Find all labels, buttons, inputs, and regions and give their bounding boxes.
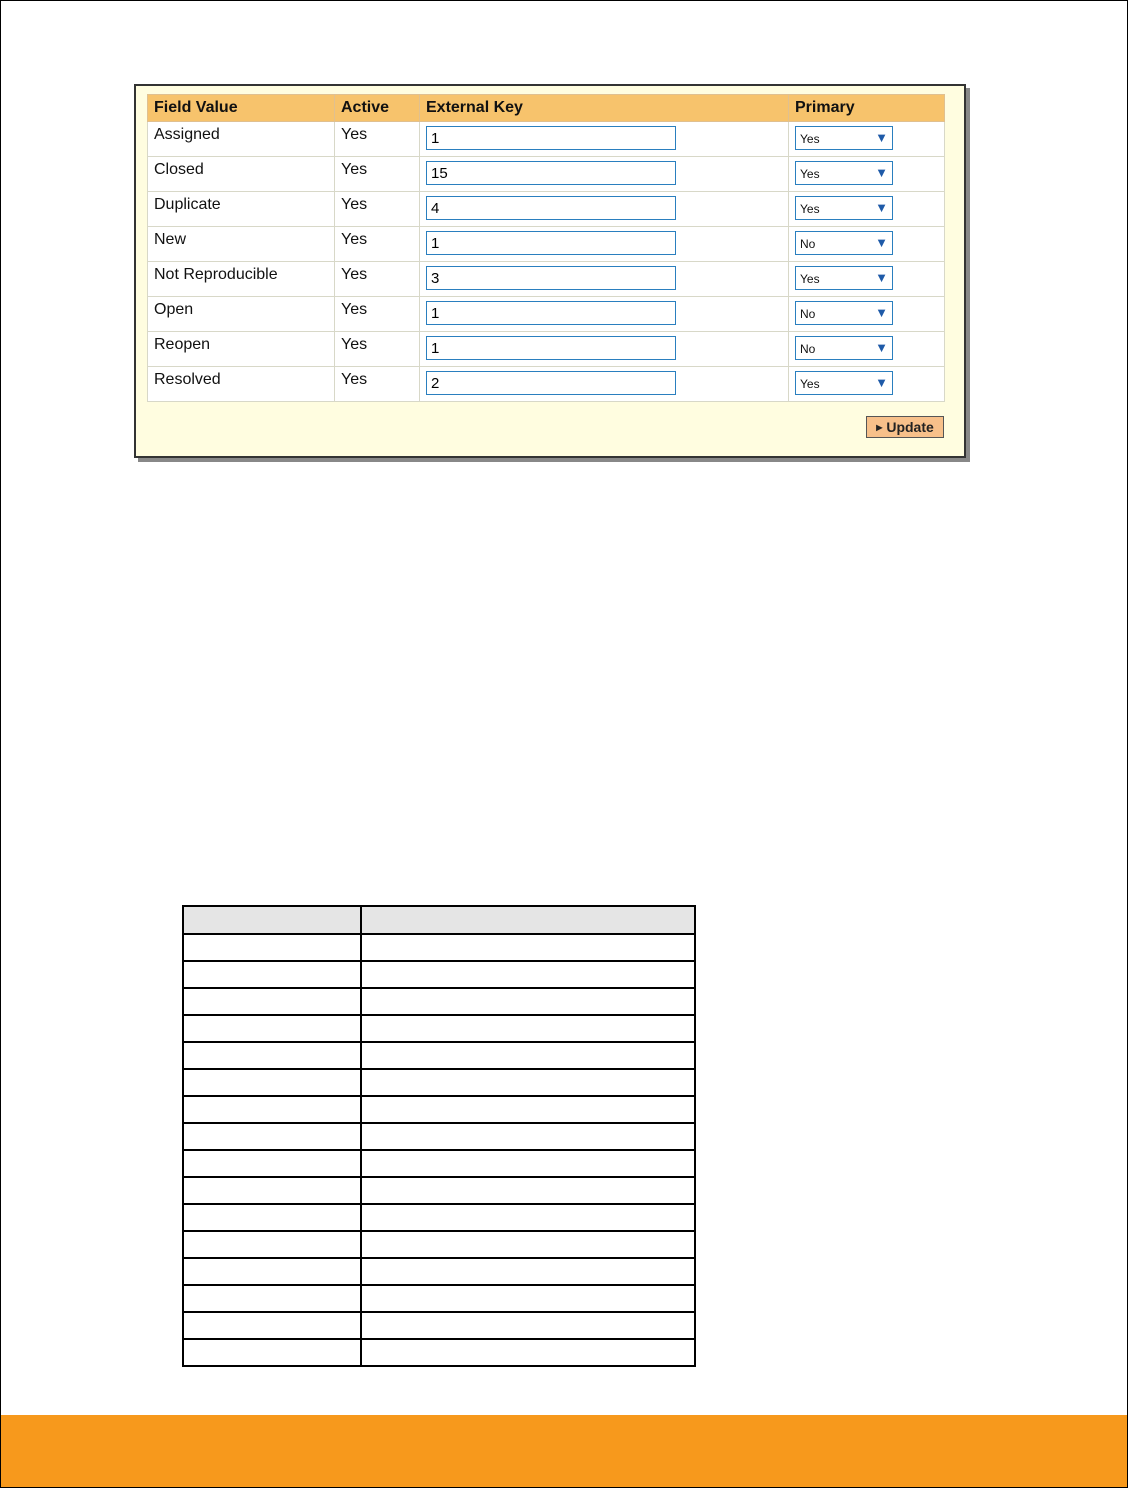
empty-grid-body: [183, 934, 695, 1366]
external-key-cell: [420, 262, 789, 297]
external-key-cell: [420, 297, 789, 332]
empty-grid-row: [183, 1312, 695, 1339]
empty-grid-row: [183, 1204, 695, 1231]
empty-grid-cell: [183, 1015, 361, 1042]
empty-grid-row: [183, 961, 695, 988]
empty-grid-cell: [183, 1096, 361, 1123]
footer-bar: [1, 1415, 1127, 1487]
empty-grid-cell: [183, 1177, 361, 1204]
active-cell: Yes: [335, 157, 420, 192]
active-cell: Yes: [335, 122, 420, 157]
primary-select-value: No: [800, 307, 816, 321]
external-key-cell: [420, 332, 789, 367]
empty-grid-header-cell: [361, 906, 695, 934]
primary-select[interactable]: [795, 371, 893, 395]
primary-select[interactable]: [795, 231, 893, 255]
update-button-label: Update: [886, 419, 934, 435]
table-body: [148, 122, 945, 402]
field-mapping-panel: [134, 84, 966, 458]
empty-grid-row: [183, 1123, 695, 1150]
header-external-key: External Key: [420, 95, 789, 122]
table-row: [148, 157, 945, 192]
field-value-cell: Resolved: [148, 367, 335, 402]
empty-grid-cell: [361, 1123, 695, 1150]
chevron-down-icon: ▼: [875, 305, 888, 320]
empty-grid-row: [183, 1177, 695, 1204]
primary-select[interactable]: [795, 301, 893, 325]
primary-select-value: Yes: [800, 377, 820, 391]
empty-grid-cell: [361, 961, 695, 988]
table-row: [148, 262, 945, 297]
empty-grid-cell: [361, 1231, 695, 1258]
table-row: [148, 227, 945, 262]
empty-grid-cell: [183, 1069, 361, 1096]
empty-grid-row: [183, 1015, 695, 1042]
empty-grid-cell: [361, 1015, 695, 1042]
empty-grid-row: [183, 1150, 695, 1177]
empty-grid-cell: [361, 1150, 695, 1177]
triangle-right-icon: ▶: [876, 422, 883, 432]
empty-grid-cell: [183, 934, 361, 961]
primary-cell: [789, 227, 945, 262]
primary-cell: [789, 122, 945, 157]
active-cell: Yes: [335, 262, 420, 297]
external-key-cell: [420, 367, 789, 402]
external-key-input[interactable]: [426, 196, 676, 220]
empty-grid-cell: [361, 1177, 695, 1204]
header-field-value: Field Value: [148, 95, 335, 122]
empty-grid-cell: [183, 961, 361, 988]
empty-grid-cell: [183, 1312, 361, 1339]
primary-select-value: Yes: [800, 272, 820, 286]
empty-grid-cell: [183, 1150, 361, 1177]
primary-cell: [789, 297, 945, 332]
primary-cell: [789, 157, 945, 192]
update-button[interactable]: [866, 416, 944, 438]
empty-grid-cell: [183, 1042, 361, 1069]
empty-grid-row: [183, 1042, 695, 1069]
primary-select-value: No: [800, 342, 816, 356]
field-value-cell: New: [148, 227, 335, 262]
field-value-cell: Not Reproducible: [148, 262, 335, 297]
field-value-cell: Open: [148, 297, 335, 332]
empty-grid-cell: [361, 1042, 695, 1069]
empty-grid-header-cell: [183, 906, 361, 934]
empty-grid-cell: [183, 1285, 361, 1312]
primary-select[interactable]: [795, 336, 893, 360]
external-key-input[interactable]: [426, 266, 676, 290]
header-primary: Primary: [789, 95, 945, 122]
empty-grid-row: [183, 1096, 695, 1123]
primary-cell: [789, 192, 945, 227]
primary-cell: [789, 332, 945, 367]
chevron-down-icon: ▼: [875, 130, 888, 145]
empty-grid-table: [182, 905, 696, 1367]
primary-cell: [789, 262, 945, 297]
empty-grid-cell: [183, 988, 361, 1015]
primary-select[interactable]: [795, 161, 893, 185]
empty-grid-cell: [361, 934, 695, 961]
active-cell: Yes: [335, 192, 420, 227]
primary-select[interactable]: [795, 126, 893, 150]
active-cell: Yes: [335, 227, 420, 262]
external-key-cell: [420, 227, 789, 262]
external-key-input[interactable]: [426, 301, 676, 325]
field-value-cell: Duplicate: [148, 192, 335, 227]
header-active: Active: [335, 95, 420, 122]
chevron-down-icon: ▼: [875, 375, 888, 390]
empty-grid-header-row: [183, 906, 695, 934]
empty-grid-cell: [183, 1204, 361, 1231]
chevron-down-icon: ▼: [875, 270, 888, 285]
primary-select[interactable]: [795, 266, 893, 290]
active-cell: Yes: [335, 332, 420, 367]
empty-grid-row: [183, 934, 695, 961]
table-row: [148, 297, 945, 332]
table-row: [148, 367, 945, 402]
primary-select[interactable]: [795, 196, 893, 220]
external-key-cell: [420, 192, 789, 227]
empty-grid-cell: [183, 1339, 361, 1366]
empty-grid-row: [183, 1258, 695, 1285]
external-key-input[interactable]: [426, 231, 676, 255]
empty-grid-row: [183, 1285, 695, 1312]
external-key-input[interactable]: [426, 336, 676, 360]
empty-grid-cell: [183, 1258, 361, 1285]
primary-select-value: Yes: [800, 202, 820, 216]
primary-select-value: Yes: [800, 167, 820, 181]
empty-grid-cell: [361, 1285, 695, 1312]
active-cell: Yes: [335, 297, 420, 332]
empty-grid-cell: [361, 1069, 695, 1096]
external-key-cell: [420, 157, 789, 192]
primary-cell: [789, 367, 945, 402]
empty-grid-cell: [361, 1258, 695, 1285]
table-header-row: [148, 95, 945, 122]
chevron-down-icon: ▼: [875, 165, 888, 180]
chevron-down-icon: ▼: [875, 340, 888, 355]
empty-grid-row: [183, 1339, 695, 1366]
active-cell: Yes: [335, 367, 420, 402]
table-row: [148, 332, 945, 367]
field-value-cell: Reopen: [148, 332, 335, 367]
empty-grid-row: [183, 988, 695, 1015]
empty-grid-cell: [361, 1312, 695, 1339]
external-key-input[interactable]: [426, 126, 676, 150]
empty-grid-cell: [361, 1096, 695, 1123]
empty-grid-cell: [361, 1204, 695, 1231]
empty-grid-cell: [361, 988, 695, 1015]
external-key-cell: [420, 122, 789, 157]
table-row: [148, 192, 945, 227]
external-key-input[interactable]: [426, 371, 676, 395]
primary-select-value: Yes: [800, 132, 820, 146]
external-key-input[interactable]: [426, 161, 676, 185]
field-mapping-table: [147, 94, 945, 402]
primary-select-value: No: [800, 237, 816, 251]
empty-grid-row: [183, 1069, 695, 1096]
empty-grid-row: [183, 1231, 695, 1258]
field-value-cell: Assigned: [148, 122, 335, 157]
chevron-down-icon: ▼: [875, 200, 888, 215]
field-value-cell: Closed: [148, 157, 335, 192]
empty-grid-cell: [183, 1231, 361, 1258]
empty-grid-cell: [361, 1339, 695, 1366]
table-row: [148, 122, 945, 157]
chevron-down-icon: ▼: [875, 235, 888, 250]
empty-grid-cell: [183, 1123, 361, 1150]
